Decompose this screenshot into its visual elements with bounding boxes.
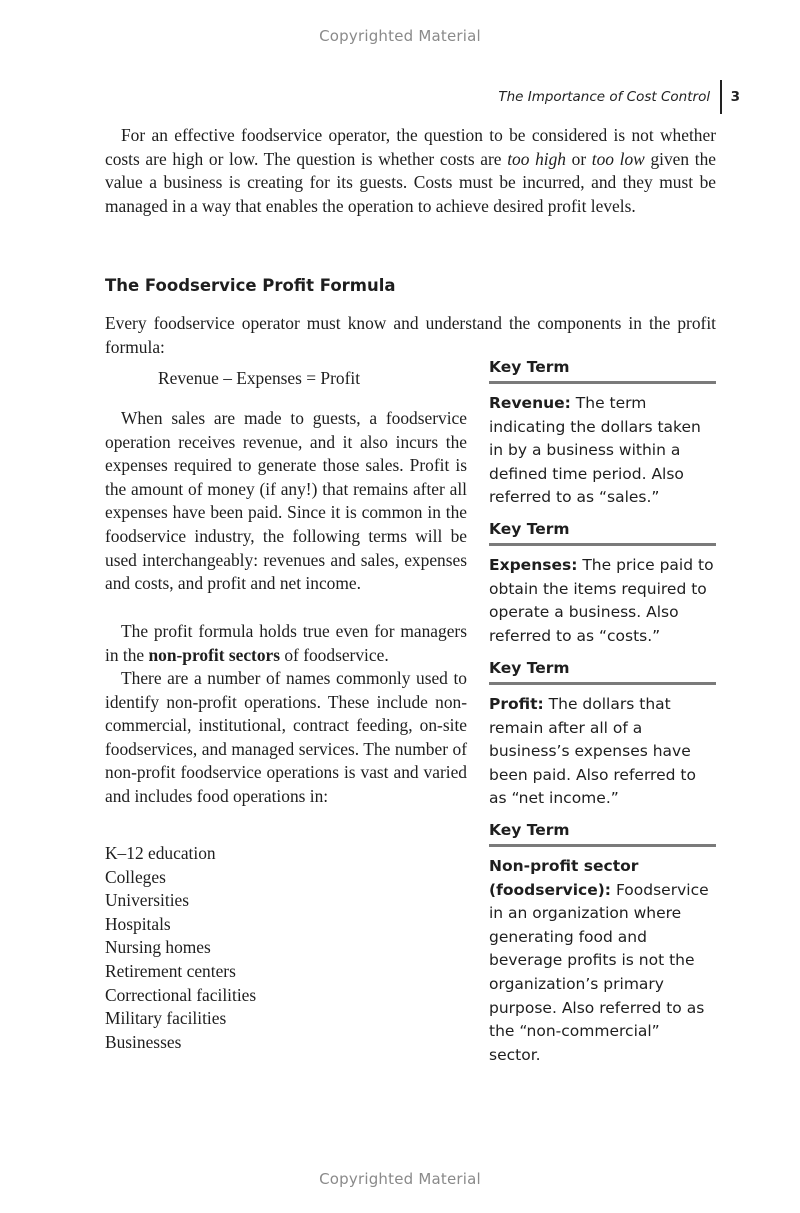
p2-text-before: The profit formula holds true even for managers in the (105, 621, 467, 665)
list-item: Correctional facilities (105, 984, 257, 1005)
running-title: The Importance of Cost Control (498, 89, 711, 105)
intro-emphasis-too-high: too high (507, 148, 566, 169)
list-item: Military facilities (105, 1008, 227, 1029)
running-header (498, 80, 740, 114)
key-term-definition (489, 693, 716, 811)
key-term-profit (489, 659, 716, 811)
key-term-text: The dollars that remain after all of a business’s expenses have been paid. Also referred to as “net income.” (489, 695, 696, 808)
key-term-label: Key Term (489, 821, 716, 847)
key-term-revenue (489, 358, 716, 510)
key-term-nonprofit-sector (489, 821, 716, 1067)
p2-text-after: of foodservice. (280, 644, 389, 665)
list-item: Nursing homes (105, 937, 211, 958)
key-term-definition (489, 392, 716, 510)
key-term-definition (489, 855, 716, 1067)
intro-text-1: For an effective foodservice operator, the question to be considered is not whether costs are high or low. The question is whether costs are (105, 125, 716, 169)
key-term-definition (489, 554, 716, 648)
key-term-word: Expenses: (489, 556, 578, 574)
page-number: 3 (730, 89, 740, 105)
p2-bold-term: non-profit sectors (148, 644, 281, 665)
key-term-label: Key Term (489, 358, 716, 384)
key-term-word: Profit: (489, 695, 544, 713)
body-paragraph-revenue: When sales are made to guests, a foodservice operation receives revenue, and it also incurs the expenses required to generate those sales. Profit is the amount of money (if any!) that remains after all expenses have been paid. Since it is common in the foodservice industry, the following terms will be used interchangeably: revenues and sales, expenses and costs, and profit and net income. (105, 408, 467, 594)
list-item: Retirement centers (105, 960, 236, 981)
list-item: K–12 education (105, 843, 216, 863)
key-term-word: Non-profit sector (foodservice): (489, 857, 639, 899)
body-paragraph-nonprofit (105, 620, 467, 667)
list-item: Businesses (105, 1031, 182, 1052)
list-item: Universities (105, 890, 190, 911)
list-item: Hospitals (105, 913, 171, 934)
body-paragraph-names: There are a number of names commonly used to identify non-profit operations. These include non-commercial, institutional, contract feeding, on-site foodservices, and managed services. The number of non-profit foodservice operations is vast and varied and includes food operations in: (105, 668, 467, 806)
intro-paragraph (105, 124, 716, 218)
intro-emphasis-too-low: too low (591, 148, 645, 169)
key-term-expenses (489, 520, 716, 648)
list-item: Colleges (105, 866, 166, 887)
copyright-watermark-bottom: Copyrighted Material (319, 1170, 481, 1188)
key-term-text: The term indicating the dollars taken in by a business within a defined time period. Also referred to as “sales.” (489, 394, 701, 507)
intro-text-3: given the value a business is creating for its guests. Costs must be incurred, and they must be managed in a way that enables the operation to achieve desired profit levels. (105, 148, 716, 216)
operations-list (105, 842, 256, 1054)
key-term-text: Foodservice in an organization where generating food and beverage profits is not the organization’s primary purpose. Also referred to as the “non-commercial” sector. (489, 880, 709, 1064)
key-term-text: The price paid to obtain the items required to operate a business. Also referred to as “costs.” (489, 556, 714, 645)
copyright-watermark-top: Copyrighted Material (319, 27, 481, 45)
key-term-word: Revenue: (489, 394, 571, 412)
key-term-label: Key Term (489, 520, 716, 546)
intro-text-2: or (565, 148, 592, 169)
key-term-label: Key Term (489, 659, 716, 685)
profit-formula: Revenue – Expenses = Profit (158, 368, 361, 388)
section-heading: The Foodservice Profit Formula (105, 276, 396, 295)
formula-intro-paragraph: Every foodservice operator must know and understand the components in the profit formula: (105, 313, 716, 357)
